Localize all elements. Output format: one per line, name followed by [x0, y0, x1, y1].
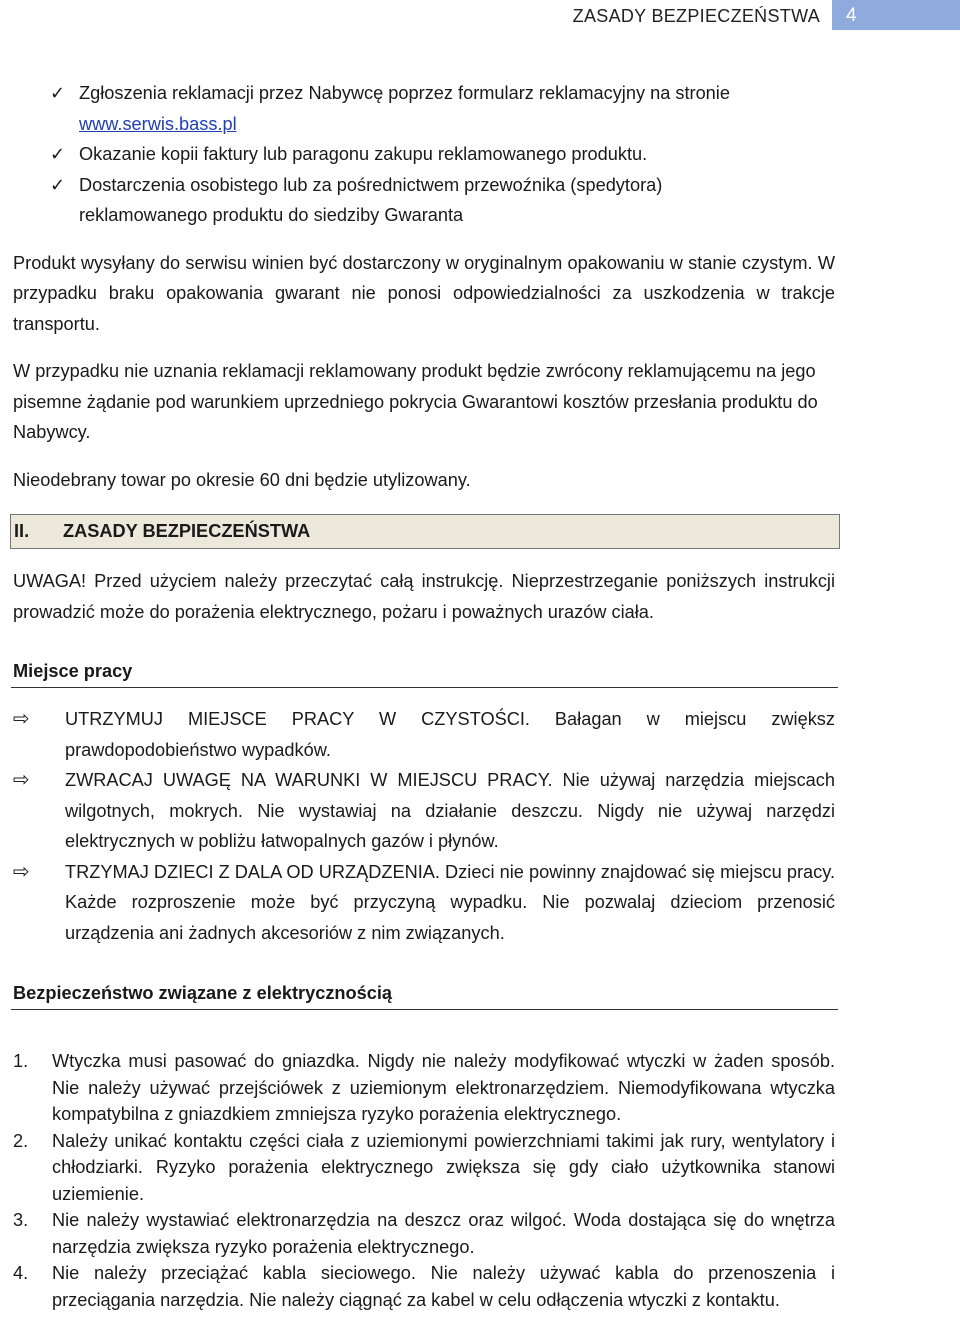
section-heading	[10, 514, 840, 549]
list-item	[13, 1128, 835, 1208]
warning-paragraph: UWAGA! Przed użyciem należy przeczytać całą instrukcję. Nieprzestrzeganie poniższych instrukcji prowadzić może do porażenia elektrycznego, pożaru i poważnych urazów ciała.	[13, 571, 835, 622]
section-number: II.	[14, 521, 30, 541]
arrow-right-icon: ⇨	[13, 708, 30, 730]
list-item-text: TRZYMAJ DZIECI Z DALA OD URZĄDZENIA. Dzieci nie powinny znajdować się miejscu pracy. Każde rozproszenie może być przyczyną wypadku. Nie pozwalaj dzieciom przenosić urządzenia ani żadnych akcesoriów z nim związanych.	[65, 861, 835, 943]
section-title: ZASADY BEZPIECZEŃSTWA	[63, 521, 311, 541]
disposal-paragraph: Nieodebrany towar po okresie 60 dni będzie utylizowany.	[13, 469, 471, 490]
electrical-heading: Bezpieczeństwo związane z elektrycznością	[11, 979, 838, 1010]
arrow-right-icon: ⇨	[13, 769, 30, 791]
requirements-list	[13, 78, 835, 231]
list-item-text: Zgłoszenia reklamacji przez Nabywcę poprzez formularz reklamacyjny na stronie	[79, 83, 730, 103]
list-item-text: UTRZYMUJ MIEJSCE PRACY W CZYSTOŚCI. Bałagan w miejscu zwiększ prawdopodobieństwo wypadków.	[65, 709, 835, 760]
list-item-text: Okazanie kopii faktury lub paragonu zakupu reklamowanego produktu.	[79, 144, 648, 164]
arrow-right-icon: ⇨	[13, 860, 30, 883]
list-item-text: Dostarczenia osobistego lub za pośrednictwem przewoźnika (spedytora) reklamowanego produktu do siedziby Gwaranta	[79, 174, 663, 225]
list-item	[13, 139, 835, 170]
list-item-text: Należy unikać kontaktu części ciała z uziemionymi powierzchniami takimi jak rury, wentylatory i chłodziarki. Ryzyko porażenia elektrycznego zwiększa się gdy ciało użytkownika stanowi uziemienie.	[52, 1130, 835, 1204]
header-title: ZASADY BEZPIECZEŃSTWA	[572, 6, 820, 26]
page-number: 4	[832, 0, 960, 30]
checkmark-icon: ✓	[50, 144, 66, 164]
service-link[interactable]: www.serwis.bass.pl	[79, 113, 237, 134]
list-item	[13, 704, 835, 765]
checkmark-icon: ✓	[50, 83, 66, 103]
electrical-list	[13, 1048, 835, 1313]
item-number: 1.	[13, 1051, 29, 1071]
list-item	[13, 1260, 835, 1313]
packaging-paragraph: Produkt wysyłany do serwisu winien być dostarczony w oryginalnym opakowaniu w stanie czystym. W przypadku braku opakowania gwarant nie ponosi odpowiedzialności za uszkodzenia w trakcje transportu.	[13, 252, 835, 334]
list-item-text: ZWRACAJ UWAGĘ NA WARUNKI W MIEJSCU PRACY. Nie używaj narzędzia miejscach wilgotnych, mokrych. Nie wystawiaj na działanie deszczu. Nigdy nie używaj narzędzi elektrycznych w pobliżu łatwopalnych gazów i płynów.	[65, 770, 835, 851]
list-item-text: Nie należy wystawiać elektronarzędzia na deszcz oraz wilgoć. Woda dostająca się do wnętrza narzędzia zwiększa ryzyko porażenia elektrycznego.	[52, 1210, 835, 1257]
checkmark-icon: ✓	[50, 174, 66, 195]
list-item	[13, 857, 835, 949]
list-item	[13, 1048, 835, 1128]
item-number: 4.	[13, 1263, 29, 1283]
list-item	[13, 765, 835, 857]
list-item-text: Nie należy przeciążać kabla sieciowego. Nie należy używać kabla do przenoszenia i przeciągania narzędzia. Nie należy ciągnąć za kabel w celu odłączenia wtyczki z kontaktu.	[52, 1263, 835, 1310]
list-item	[13, 1207, 835, 1260]
list-item	[13, 170, 835, 231]
document-body	[13, 78, 835, 1313]
page-header	[0, 0, 960, 30]
rejection-paragraph: W przypadku nie uznania reklamacji reklamowany produkt będzie zwrócony reklamującemu na jego pisemne żądanie pod warunkiem uprzedniego pokrycia Gwarantowi kosztów przesłania produktu do Nabywcy.	[13, 361, 818, 442]
workplace-list	[13, 704, 835, 948]
list-item	[13, 78, 835, 139]
workplace-heading: Miejsce pracy	[11, 657, 838, 688]
item-number: 2.	[13, 1130, 29, 1151]
list-item-text: Wtyczka musi pasować do gniazdka. Nigdy nie należy modyfikować wtyczki w żaden sposób. Nie należy używać przejściówek z uziemionym elektronarzędziem. Niemodyfikowana wtyczka kompatybilna z gniazdkiem zmniejsza ryzyko porażenia elektrycznego.	[52, 1051, 835, 1124]
item-number: 3.	[13, 1210, 29, 1230]
